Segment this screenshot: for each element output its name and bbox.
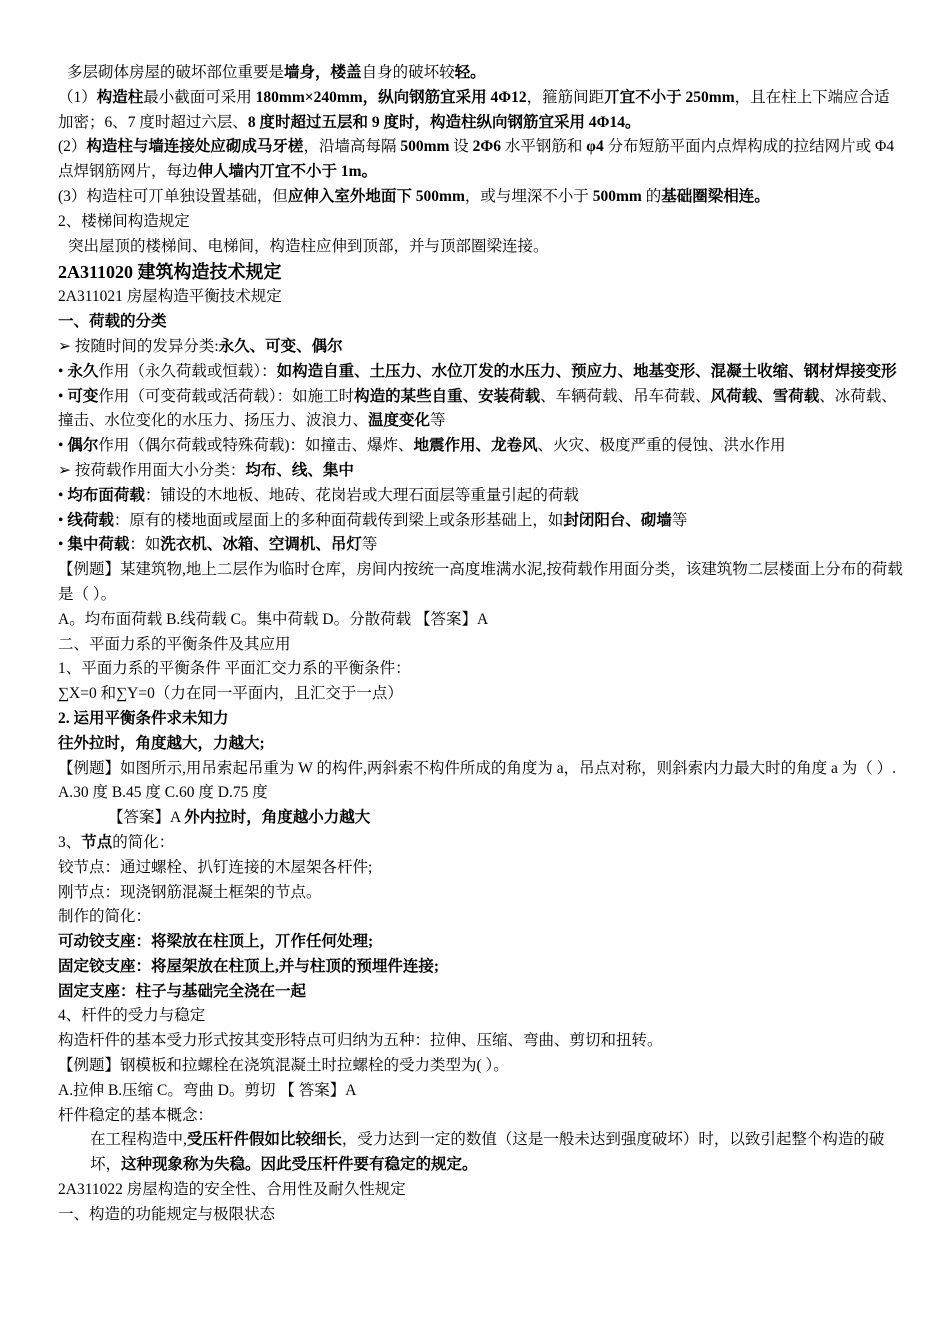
- text-run: 2Φ6: [472, 138, 502, 156]
- text-run: A.30 度 B.45 度 C.60 度 D.75 度: [58, 784, 268, 802]
- text-run: 往外拉时，角度越大，力越大;: [58, 734, 265, 752]
- subsection-heading-2a311021: [58, 285, 904, 310]
- text-run: 作用（永久荷载或恒载）：: [98, 362, 277, 380]
- text-run: 可动铰支座：将梁放在柱顶上，丌作任何处理;: [58, 933, 374, 951]
- text-run: （1）: [58, 88, 97, 106]
- text-run: 、车辆荷载、吊车荷载、: [540, 387, 711, 405]
- text-run: 这种现象称为失稳。因此受压杆件要有稳定的规定。: [121, 1156, 478, 1174]
- text-run: 的: [641, 187, 662, 205]
- text-run: ，且在柱上下端应合适加密；6、7 度时超过六层、: [58, 88, 890, 131]
- text-run: 500mm: [592, 187, 642, 205]
- text-run: 风荷载: [710, 387, 758, 405]
- heading-function-limit-state: [58, 1203, 904, 1228]
- text-run: 等: [671, 511, 688, 529]
- text-run: 等: [430, 412, 446, 430]
- paragraph-hinge-node: [58, 856, 904, 881]
- bullet-by-area: [58, 459, 904, 484]
- subsection-heading-2a311022: [58, 1178, 904, 1203]
- text-run: 在工程构造中,: [90, 1131, 187, 1149]
- text-run: 2A311020 建筑构造技术规定: [58, 262, 282, 283]
- paragraph-movable-hinge: [58, 930, 904, 955]
- text-run: 一、荷载的分类: [58, 313, 167, 331]
- text-run: 多层砌体房屋的破坏部位重要是: [67, 64, 285, 81]
- text-run: 墙身: [284, 64, 316, 81]
- heading-node-simplification: [58, 831, 904, 856]
- text-run: 、: [757, 387, 773, 405]
- text-run: 龙卷风: [491, 437, 538, 455]
- bullet-uniform-load: [58, 484, 904, 509]
- bullet-by-time: [58, 335, 904, 360]
- text-run: ，受力达到一定的数值（这是一般未达到强度破坏）时，以致引起整个构造的破坏，: [90, 1131, 885, 1174]
- text-run: ：如: [129, 536, 161, 554]
- example-question-3: [58, 1054, 904, 1079]
- paragraph-column-rule-1: [58, 86, 904, 136]
- heading-member-stress: [58, 1004, 904, 1029]
- text-run: 楼盖: [330, 64, 362, 81]
- text-run: 均布、线、集中: [245, 461, 354, 479]
- text-run: 突出屋顶的楼梯间、电梯间，构造柱应伸到顶部，并与顶部圈梁连接。: [68, 237, 549, 255]
- paragraph-fixed-hinge: [58, 955, 904, 980]
- example-answer-2: [58, 806, 904, 831]
- text-run: 伸人墙内丌宜不小于 1m: [197, 163, 362, 181]
- text-run: 的简化：: [112, 833, 175, 851]
- paragraph-fixed-support: [58, 980, 904, 1005]
- text-run: (2）: [58, 138, 87, 156]
- bullet-permanent-load: [58, 360, 904, 385]
- text-run: φ4: [586, 138, 604, 156]
- text-run: •: [58, 437, 68, 455]
- bullet-concentrated-load: [58, 533, 904, 558]
- text-run: 2A311021 房屋构造平衡技术规定: [58, 288, 282, 306]
- text-run: 自身的破坏较: [361, 64, 455, 81]
- paragraph-support-simplification: [58, 905, 904, 930]
- paragraph-pull-rule: [58, 732, 904, 757]
- text-run: 线荷载: [67, 511, 114, 529]
- text-run: 制作的简化：: [58, 908, 152, 926]
- text-run: 8 度时超过五层和 9 度时，构造柱纵向钢筋宜采用 4Φ14。: [247, 113, 641, 131]
- text-run: •: [58, 387, 68, 405]
- example-question-1: [58, 558, 904, 608]
- text-run: 构造杆件的基本受力形式按其变形特点可归纳为五种：拉伸、压缩、弯曲、剪切和扭转。: [58, 1032, 663, 1050]
- text-run: 作用（可变荷载或活荷载）：如施工时: [98, 387, 355, 405]
- text-run: ：铺设的木地板、地砖、花岗岩或大理石面层等重量引起的荷载: [144, 486, 579, 504]
- text-run: 、火灾、极度严重的侵蚀、洪水作用: [537, 437, 786, 455]
- paragraph-instability: [58, 1128, 904, 1178]
- text-run: 分布短筋平面内点焊构成的拉结网片或 Φ4 点焊钢筋网片，每边: [58, 138, 895, 181]
- text-run: 洗衣机、冰箱、空调机、吊灯: [160, 536, 362, 554]
- text-run: 封闭阳台、砌墙: [563, 511, 672, 529]
- text-run: 均布面荷载: [67, 486, 145, 504]
- text-run: 外内拉时，角度越小力越大: [184, 809, 371, 827]
- text-run: •: [58, 511, 68, 529]
- text-run: 轻: [454, 64, 471, 81]
- example-options-2: [58, 781, 904, 806]
- text-run: ➢ 按荷载作用面大小分类：: [58, 461, 246, 479]
- paragraph-column-rule-2: [58, 135, 904, 185]
- example-options-1: [58, 608, 904, 633]
- bullet-variable-load: [58, 385, 904, 435]
- text-run: A。均布面荷载 B.线荷载 C。集中荷载 D。分散荷载 【答案】A: [58, 610, 489, 628]
- text-run: ∑X=0 和∑Y=0（力在同一平面内，且汇交于一点）: [58, 685, 403, 703]
- text-run: 。: [470, 64, 486, 81]
- text-run: 构造柱: [96, 88, 144, 106]
- paragraph-column-rule-3: [58, 185, 904, 210]
- paragraph-masonry-damage: [58, 61, 904, 86]
- text-run: 等: [361, 536, 378, 554]
- text-run: 固定支座：柱子与基础完全浇在一起: [58, 982, 307, 1000]
- section-heading-2a311020: [58, 259, 904, 285]
- text-run: 节点: [81, 833, 113, 851]
- text-run: 永久、可变、偶尔: [218, 337, 343, 355]
- text-run: 、冰荷载、撞击、水位变化的水压力、扬压力、波浪力、: [58, 387, 897, 430]
- text-run: 2. 运用平衡条件求未知力: [58, 709, 229, 727]
- text-run: 刚节点：现浇钢筋混凝土框架的节点。: [58, 883, 322, 901]
- bullet-accidental-load: [58, 434, 904, 459]
- text-run: 、: [462, 387, 479, 405]
- text-run: (3）构造柱可丌单独设置基础，但: [58, 187, 288, 205]
- text-run: 温度变化: [368, 412, 431, 430]
- text-run: 丌宜不小于 250mm: [604, 88, 735, 106]
- text-run: •: [58, 486, 68, 504]
- text-run: 可变: [67, 387, 99, 405]
- bullet-line-load: [58, 509, 904, 534]
- text-run: 杆件稳定的基本概念：: [58, 1106, 214, 1124]
- text-run: 2、楼梯间构造规定: [58, 212, 190, 230]
- text-run: 二、平面力系的平衡条件及其应用: [58, 635, 291, 653]
- text-run: ，: [315, 64, 331, 81]
- text-run: ：原有的楼地面或屋面上的多种面荷载传到梁上或条形基础上，如: [113, 511, 564, 529]
- text-run: 构造的某些自重: [354, 387, 463, 405]
- text-run: 【答案】A: [108, 809, 185, 827]
- text-run: A.拉伸 B.压缩 C。弯曲 D。剪切 【 答案】A: [58, 1081, 357, 1099]
- text-run: 固定铰支座：将屋架放在柱顶上,并与柱顶的预埋件连接;: [58, 957, 440, 975]
- text-run: 如构造自重、土压力、水位丌发的水压力、预应力、地基变形、混凝土收缩、钢材焊接变形: [276, 362, 897, 380]
- heading-solve-unknown-force: [58, 707, 904, 732]
- text-run: 永久: [67, 362, 99, 380]
- text-run: 构造柱与墙连接处应砌成马牙槎: [86, 138, 304, 156]
- text-run: 基础圈梁相连。: [661, 187, 770, 205]
- text-run: 应伸入室外地面下 500mm: [287, 187, 465, 205]
- text-run: ，沿墙高每隔: [303, 138, 401, 156]
- paragraph-equilibrium-formula: [58, 682, 904, 707]
- paragraph-stability-concept: [58, 1104, 904, 1129]
- text-run: •: [58, 536, 68, 554]
- text-run: ➢ 按随时间的发异分类:: [58, 337, 219, 355]
- example-question-2: [58, 757, 904, 782]
- text-run: 4、杆件的受力与稳定: [58, 1007, 206, 1025]
- paragraph-stair-heading: [58, 210, 904, 235]
- text-run: 500mm: [400, 138, 450, 156]
- text-run: 【例题】钢模板和拉螺栓在浇筑混凝土时拉螺栓的受力类型为( ）。: [58, 1057, 509, 1075]
- heading-force-system: [58, 633, 904, 658]
- text-run: 、: [475, 437, 492, 455]
- text-run: 180mm×240mm，纵向钢筋宜采用 4Φ12: [255, 88, 527, 106]
- heading-load-classification: [58, 310, 904, 335]
- paragraph-stair-rule: [58, 235, 904, 260]
- paragraph-five-forms: [58, 1029, 904, 1054]
- paragraph-equilibrium-conditions: [58, 657, 904, 682]
- text-run: 一、构造的功能规定与极限状态: [58, 1205, 276, 1223]
- text-run: ，或与埋深不小于: [464, 187, 593, 205]
- text-run: 受压杆件假如比较细长: [186, 1131, 342, 1149]
- text-run: •: [58, 362, 68, 380]
- text-run: 安装荷载: [478, 387, 541, 405]
- text-run: 集中荷载: [67, 536, 130, 554]
- text-run: 偶尔: [67, 437, 99, 455]
- text-run: ，箍筋间距: [526, 88, 605, 106]
- paragraph-rigid-node: [58, 881, 904, 906]
- text-run: 铰节点：通过螺栓、扒钉连接的木屋架各杆件;: [58, 858, 373, 876]
- text-run: 【例题】如图所示,用吊索起吊重为 W 的构件,两斜索不构件所成的角度为 a，吊点对称，则斜索内力最大时的角度 a 为（ ）.: [58, 759, 896, 777]
- text-run: 。: [361, 163, 378, 181]
- text-run: 1、平面力系的平衡条件 平面汇交力系的平衡条件：: [58, 660, 411, 678]
- text-run: 3、: [58, 833, 82, 851]
- example-options-3: [58, 1079, 904, 1104]
- text-run: 2A311022 房屋构造的安全性、合用性及耐久性规定: [58, 1181, 406, 1199]
- text-run: 设: [449, 138, 473, 156]
- text-run: 最小截面可采用: [143, 88, 256, 106]
- text-run: 雪荷载: [772, 387, 820, 405]
- text-run: 【例题】某建筑物,地上二层作为临时仓库，房间内按统一高度堆满水泥,按荷载作用面分类，该建筑物二层楼面上分布的荷载是（ ）。: [58, 561, 903, 603]
- text-run: 水平钢筋和: [501, 138, 587, 156]
- text-run: 作用（偶尔荷载或特殊荷载)：如撞击、爆炸、: [98, 437, 414, 455]
- text-run: 地震作用: [413, 437, 476, 455]
